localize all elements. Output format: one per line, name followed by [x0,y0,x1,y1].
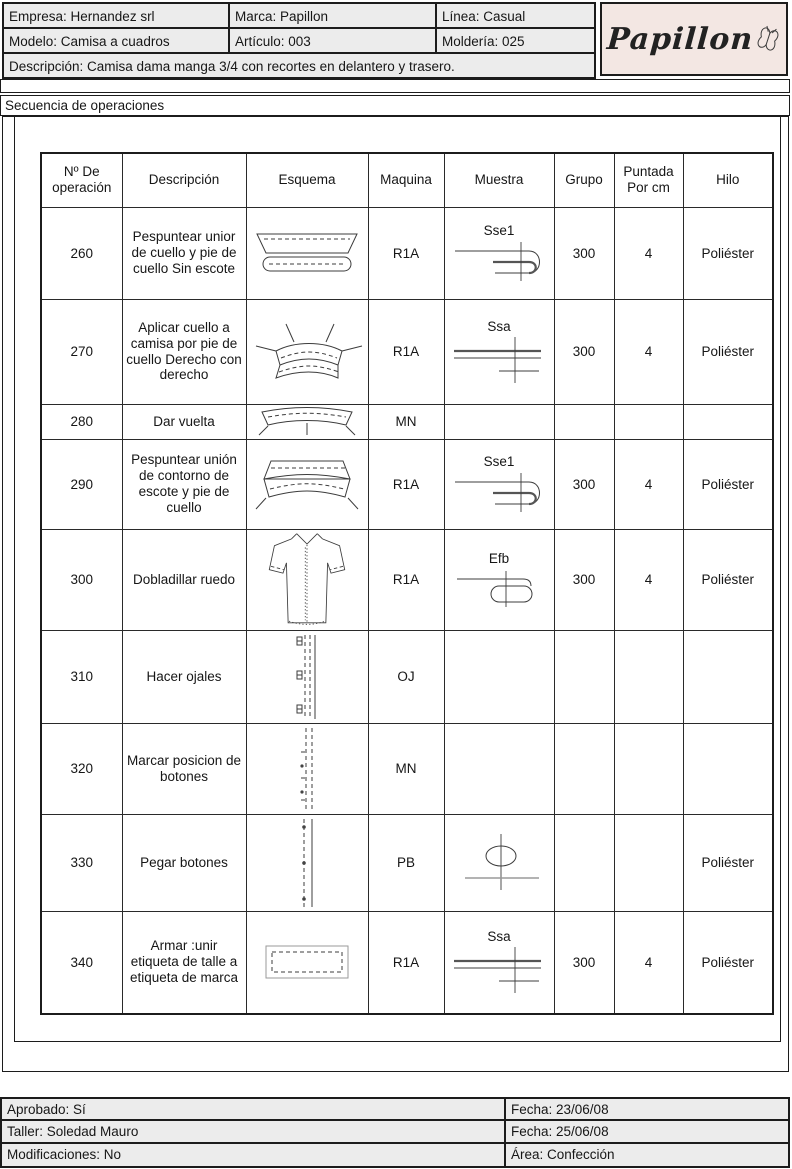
muestra-label: Ssa [487,929,511,945]
table-row [41,723,773,814]
esquema-collar-flat-icon [251,229,363,277]
header-table [2,2,596,79]
grupo-cell [554,911,614,1014]
op-number: 310 [70,669,94,684]
grupo-value: 300 [572,245,596,261]
table-row [41,529,773,630]
muestra-ssa-icon [449,335,549,385]
grupo-cell [554,207,614,299]
col-puntada: Puntada Por cm [614,153,683,207]
esquema-collar-attach-icon [250,320,368,384]
muestra-cell [444,630,554,723]
descripcion-text: Armar :unir etiqueta de talle a etiqueta de marca [129,938,239,986]
maquina-cell [368,439,444,529]
col-grupo: Grupo [554,153,614,207]
muestra-cell [444,723,554,814]
muestra-sse1-icon [449,239,549,283]
muestra-ssa-icon [449,945,549,995]
articulo-field: Artículo: 003 [230,29,437,54]
puntada-cell [614,439,683,529]
hilo-value: Poliéster [701,572,755,587]
maquina-code: R1A [392,476,420,492]
linea-field: Línea: Casual [437,4,594,29]
header-row-2 [4,29,594,54]
maquina-code: R1A [392,245,420,261]
puntada-cell [614,630,683,723]
descripcion-text: Dobladillar ruedo [132,571,236,587]
muestra-cell [444,911,554,1014]
muestra-cell [444,439,554,529]
op-cell [41,439,122,529]
molderia-field: Moldería: 025 [437,29,594,54]
maquina-code: OJ [397,669,415,684]
brand-logo-text: Papillon [605,21,755,57]
maquina-code: R1A [392,344,420,359]
op-cell [41,404,122,439]
hilo-value: Poliéster [701,245,755,261]
puntada-cell [614,299,683,404]
hilo-cell [683,529,773,630]
hilo-value: Poliéster [701,476,755,492]
esquema-collar-topstitch-icon [251,455,363,513]
hilo-cell [683,814,773,911]
descripcion-cell [122,207,246,299]
aprobado-field: Aprobado: Sí [2,1099,506,1121]
puntada-cell [614,814,683,911]
descripcion-text: Hacer ojales [146,668,222,684]
esquema-collar-turned-icon [252,407,362,437]
col-maquina: Maquina [368,153,444,207]
modificaciones-field: Modificaciones: No [2,1144,506,1166]
grupo-value: 300 [572,572,596,587]
hilo-value: Poliéster [701,855,755,870]
descripcion-text: Marcar posicion de botones [126,752,242,784]
modelo-field: Modelo: Camisa a cuadros [4,29,230,54]
maquina-cell [368,723,444,814]
hilo-cell [683,630,773,723]
maquina-cell [368,207,444,299]
col-hilo: Hilo [683,153,773,207]
esquema-cell [246,814,368,911]
op-cell [41,529,122,630]
muestra-sse1-icon [449,470,549,514]
hilo-cell [683,911,773,1014]
esquema-cell [246,404,368,439]
maquina-code: PB [396,855,415,870]
muestra-label: Ssa [487,318,511,334]
op-number: 270 [70,344,94,359]
muestra-label: Sse1 [483,454,515,469]
puntada-value: 4 [644,476,653,492]
maquina-cell [368,404,444,439]
muestra-cell [444,814,554,911]
maquina-cell [368,911,444,1014]
table-row [41,814,773,911]
maquina-code: MN [395,414,417,429]
esquema-cell [246,723,368,814]
esquema-cell [246,439,368,529]
hilo-cell [683,404,773,439]
muestra-label: Sse1 [483,223,515,238]
descripcion-cell [122,529,246,630]
grupo-value: 300 [572,954,596,970]
op-number: 320 [70,761,94,776]
descripcion-text: Aplicar cuello a camisa por pie de cuello Derecho con derecho [126,319,242,383]
maquina-cell [368,630,444,723]
puntada-value: 4 [644,344,653,359]
puntada-cell [614,404,683,439]
col-op: Nº De operación [41,153,122,207]
descripcion-field: Descripción: Camisa dama manga 3/4 con recortes en delantero y trasero. [4,54,594,77]
descripcion-text: Pegar botones [140,854,228,870]
muestra-label: Efb [488,550,510,566]
op-cell [41,299,122,404]
esquema-cell [246,299,368,404]
op-number: 330 [70,855,94,870]
maquina-cell [368,299,444,404]
muestra-cell [444,404,554,439]
grupo-cell [554,814,614,911]
footer-table [0,1097,790,1168]
op-cell [41,723,122,814]
maquina-code: R1A [392,954,420,970]
op-number: 300 [70,572,94,587]
hilo-value: Poliéster [701,954,755,970]
maquina-code: MN [395,761,417,776]
spacer-band [0,79,790,93]
brand-logo [600,2,788,76]
maquina-cell [368,529,444,630]
operations-table [40,152,774,1015]
table-row [41,439,773,529]
table-row [41,404,773,439]
muestra-cell [444,529,554,630]
fecha-aprobado-field: Fecha: 23/06/08 [506,1099,788,1121]
esquema-cell [246,911,368,1014]
esquema-cell [246,207,368,299]
op-cell [41,814,122,911]
descripcion-cell [122,439,246,529]
puntada-value: 4 [644,954,653,970]
area-field: Área: Confección [506,1144,788,1166]
hilo-cell [683,439,773,529]
esquema-placket-buttonholes-icon [289,633,325,721]
col-esquema: Esquema [246,153,368,207]
muestra-button-icon [449,832,549,894]
maquina-cell [368,814,444,911]
esquema-shirt-icon [259,532,355,628]
hilo-value: Poliéster [701,344,755,359]
esquema-placket-marks-icon [289,726,325,812]
grupo-value: 300 [572,476,596,492]
muestra-cell [444,207,554,299]
puntada-cell [614,911,683,1014]
grupo-cell [554,404,614,439]
hilo-cell [683,299,773,404]
header-row-1 [4,4,594,29]
descripcion-cell [122,630,246,723]
header-row-3 [4,54,594,77]
muestra-cell [444,299,554,404]
muestra-efb-icon [449,567,549,609]
col-muestra: Muestra [444,153,554,207]
op-number: 260 [70,245,94,261]
descripcion-cell [122,299,246,404]
butterfly-icon [751,21,785,58]
op-number: 340 [70,954,94,970]
puntada-cell [614,207,683,299]
grupo-value: 300 [572,344,596,359]
op-number: 280 [70,414,94,429]
puntada-cell [614,529,683,630]
puntada-value: 4 [644,245,653,261]
descripcion-text: Pespuntear unión de contorno de escote y pie de cuello [131,452,237,515]
grupo-cell [554,723,614,814]
puntada-cell [614,723,683,814]
esquema-cell [246,630,368,723]
empresa-field: Empresa: Hernandez srl [4,4,230,29]
table-row [41,911,773,1014]
table-row [41,630,773,723]
table-row [41,207,773,299]
hilo-cell [683,207,773,299]
esquema-label-rect-icon [263,943,351,981]
op-number: 290 [70,476,94,492]
hilo-cell [683,723,773,814]
taller-field: Taller: Soledad Mauro [2,1121,506,1143]
puntada-value: 4 [644,572,653,587]
fecha-taller-field: Fecha: 25/06/08 [506,1121,788,1143]
esquema-placket-buttons-icon [289,817,325,909]
descripcion-cell [122,911,246,1014]
descripcion-cell [122,404,246,439]
op-cell [41,630,122,723]
table-row [41,299,773,404]
col-descripcion: Descripción [122,153,246,207]
grupo-cell [554,439,614,529]
descripcion-text: Dar vuelta [153,413,215,429]
descripcion-cell [122,723,246,814]
table-header-row [41,153,773,207]
op-cell [41,911,122,1014]
grupo-cell [554,529,614,630]
grupo-cell [554,299,614,404]
grupo-cell [554,630,614,723]
marca-field: Marca: Papillon [230,4,437,29]
descripcion-text: Pespuntear unior de cuello y pie de cuello Sin escote [131,229,237,276]
section-title: Secuencia de operaciones [0,95,790,116]
esquema-cell [246,529,368,630]
maquina-code: R1A [392,572,420,587]
op-cell [41,207,122,299]
descripcion-cell [122,814,246,911]
